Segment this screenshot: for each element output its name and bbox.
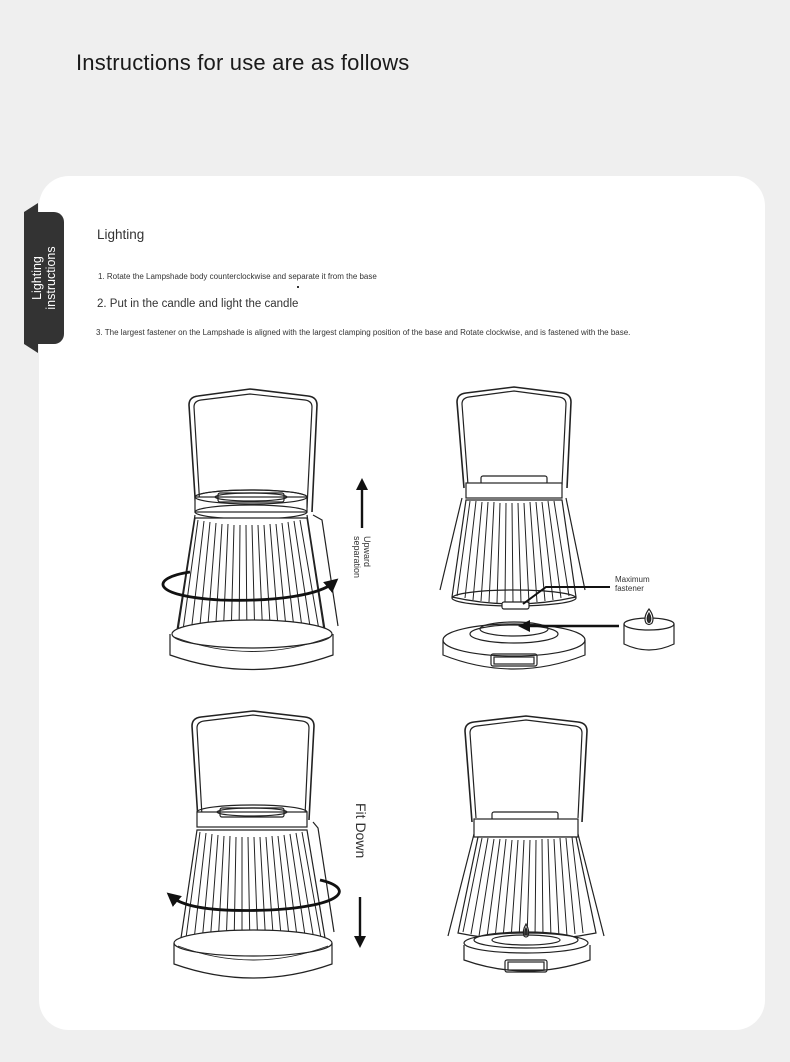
side-tab-line-2: instructions xyxy=(44,246,58,310)
step-2: 2. Put in the candle and light the candle xyxy=(97,298,299,310)
side-tab-line-1: Lighting xyxy=(30,256,44,300)
lantern-figure-assembled xyxy=(448,716,604,972)
fit-down-label: Fit Down xyxy=(353,803,369,859)
step-1: 1. Rotate the Lampshade body counterclockwise and separate it from the base xyxy=(98,272,377,281)
max-fastener-label-2: fastener xyxy=(615,584,644,593)
upward-label-1: Upward xyxy=(362,536,372,568)
max-fastener-label-1: Maximum xyxy=(615,575,650,584)
step-3: 3. The largest fastener on the Lampshade is aligned with the largest clamping position of the base and Rotate clockwise, and is fastened with the base. xyxy=(96,328,631,337)
section-heading: Lighting xyxy=(97,227,145,242)
page-title: Instructions for use are as follows xyxy=(76,50,410,75)
upward-label-2: separation xyxy=(352,536,362,579)
lantern-figure-rotate xyxy=(163,389,338,670)
lantern-figure-fit-down xyxy=(172,711,339,978)
